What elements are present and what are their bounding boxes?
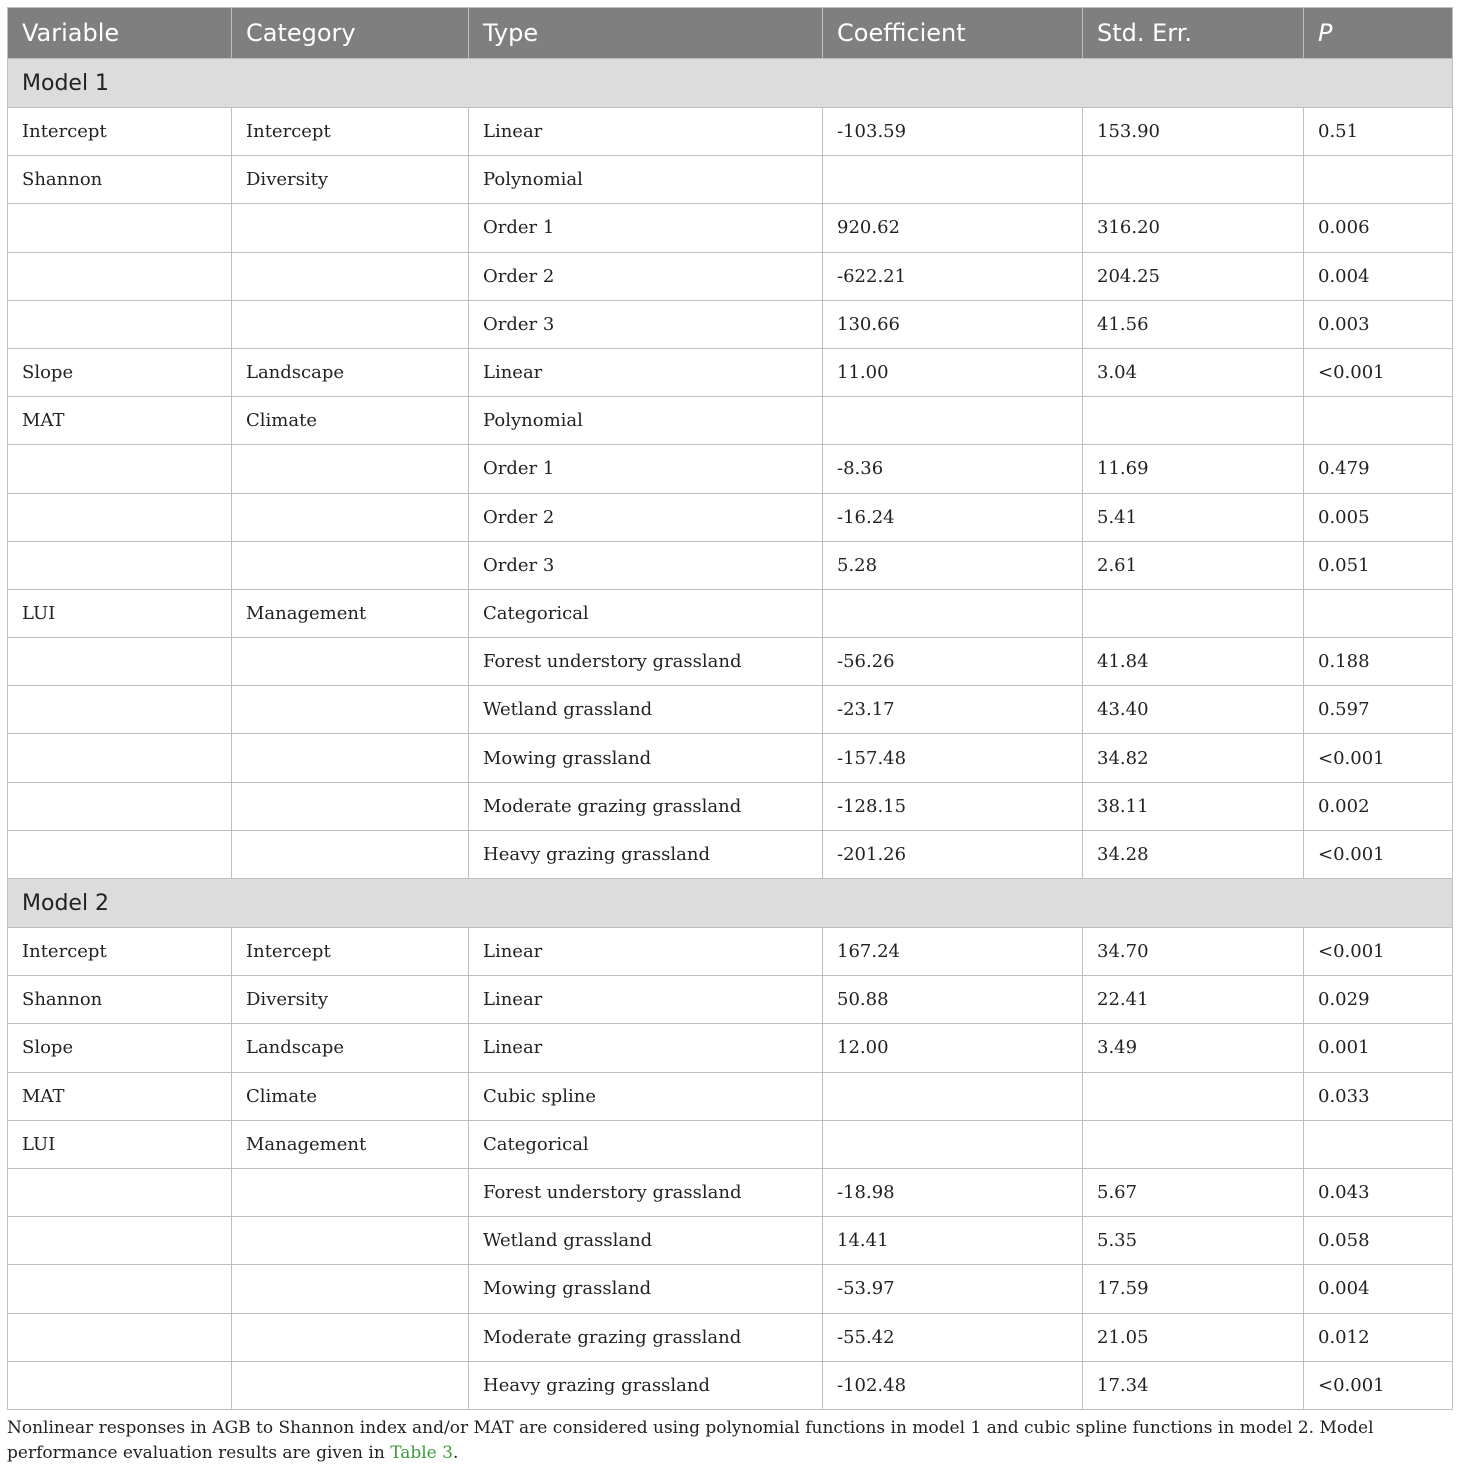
cell-p [1304,589,1453,637]
cell-coefficient: 130.66 [823,300,1083,348]
section-header-row [8,59,1453,108]
cell-category: Management [232,589,469,637]
table-row [8,1361,1453,1409]
cell-std-err [1083,1120,1304,1168]
cell-category [232,1361,469,1409]
footnote-text: Nonlinear responses in AGB to Shannon index and/or MAT are considered using polynomial functions in model 1 and cubic spline functions in model 2. Model performance evaluation results are given in [7,1417,1374,1463]
cell-category: Climate [232,1072,469,1120]
table-row [8,830,1453,878]
cell-category [232,252,469,300]
cell-category: Landscape [232,1024,469,1072]
table-row [8,976,1453,1024]
cell-category: Intercept [232,108,469,156]
cell-type: Linear [469,1024,823,1072]
cell-std-err [1083,156,1304,204]
cell-type: Order 1 [469,445,823,493]
cell-variable [8,734,232,782]
cell-p: 0.51 [1304,108,1453,156]
cell-variable: Intercept [8,108,232,156]
cell-p: 0.006 [1304,204,1453,252]
cell-coefficient [823,397,1083,445]
cell-p [1304,397,1453,445]
cell-std-err: 3.49 [1083,1024,1304,1072]
cell-p: 0.005 [1304,493,1453,541]
cell-std-err: 316.20 [1083,204,1304,252]
cell-coefficient: -18.98 [823,1168,1083,1216]
cell-type: Heavy grazing grassland [469,830,823,878]
cell-std-err [1083,1072,1304,1120]
cell-std-err: 41.56 [1083,300,1304,348]
cell-coefficient: -622.21 [823,252,1083,300]
table-row [8,1265,1453,1313]
cell-type: Moderate grazing grassland [469,782,823,830]
cell-coefficient: -16.24 [823,493,1083,541]
cell-variable: LUI [8,1120,232,1168]
cell-category [232,782,469,830]
cell-p: <0.001 [1304,348,1453,396]
cell-std-err: 2.61 [1083,541,1304,589]
cell-coefficient: 11.00 [823,348,1083,396]
cell-std-err: 43.40 [1083,686,1304,734]
cell-p: 0.012 [1304,1313,1453,1361]
cell-type: Linear [469,928,823,976]
cell-variable: LUI [8,589,232,637]
cell-variable: Slope [8,348,232,396]
cell-coefficient [823,589,1083,637]
cell-category [232,541,469,589]
cell-std-err [1083,397,1304,445]
cell-std-err: 11.69 [1083,445,1304,493]
cell-std-err: 34.82 [1083,734,1304,782]
cell-type: Wetland grassland [469,1217,823,1265]
cell-type: Linear [469,108,823,156]
cell-p: 0.003 [1304,300,1453,348]
table-row [8,1072,1453,1120]
cell-type: Linear [469,348,823,396]
cell-type: Order 3 [469,541,823,589]
table-row [8,589,1453,637]
cell-variable [8,541,232,589]
cell-std-err: 5.67 [1083,1168,1304,1216]
table-row [8,1313,1453,1361]
cell-coefficient: -201.26 [823,830,1083,878]
cell-type: Wetland grassland [469,686,823,734]
cell-std-err: 21.05 [1083,1313,1304,1361]
cell-coefficient: 50.88 [823,976,1083,1024]
cell-category [232,638,469,686]
cell-p: 0.002 [1304,782,1453,830]
cell-coefficient [823,1072,1083,1120]
cell-variable [8,1217,232,1265]
cell-coefficient: -128.15 [823,782,1083,830]
cell-category: Intercept [232,928,469,976]
cell-type: Moderate grazing grassland [469,1313,823,1361]
cell-coefficient: 167.24 [823,928,1083,976]
cell-coefficient: -23.17 [823,686,1083,734]
cell-category [232,445,469,493]
cell-variable: MAT [8,1072,232,1120]
cell-std-err: 17.34 [1083,1361,1304,1409]
cell-variable [8,204,232,252]
table-row [8,1120,1453,1168]
cell-coefficient: -56.26 [823,638,1083,686]
cell-variable: Intercept [8,928,232,976]
cell-coefficient: -103.59 [823,108,1083,156]
cell-type: Order 1 [469,204,823,252]
cell-type: Cubic spline [469,1072,823,1120]
header-row [8,8,1453,59]
cell-category: Diversity [232,976,469,1024]
cell-type: Categorical [469,1120,823,1168]
cell-coefficient: 12.00 [823,1024,1083,1072]
table-row [8,397,1453,445]
cell-type: Polynomial [469,156,823,204]
cell-std-err: 5.41 [1083,493,1304,541]
cell-std-err [1083,589,1304,637]
cell-p: 0.004 [1304,252,1453,300]
section-title: Model 1 [8,59,1453,108]
cell-variable [8,638,232,686]
table-row [8,928,1453,976]
table-row [8,1217,1453,1265]
cell-coefficient [823,156,1083,204]
cell-p: 0.597 [1304,686,1453,734]
cell-type: Polynomial [469,397,823,445]
regression-table [7,7,1453,1410]
cell-p: <0.001 [1304,734,1453,782]
cell-coefficient: 5.28 [823,541,1083,589]
cell-category: Landscape [232,348,469,396]
table-row [8,348,1453,396]
cell-type: Mowing grassland [469,734,823,782]
cell-type: Order 2 [469,252,823,300]
cell-coefficient: 920.62 [823,204,1083,252]
table-row [8,541,1453,589]
cell-variable [8,1168,232,1216]
cell-variable [8,1265,232,1313]
cell-coefficient: -8.36 [823,445,1083,493]
cell-std-err: 34.70 [1083,928,1304,976]
table-body [8,59,1453,1410]
cell-std-err: 38.11 [1083,782,1304,830]
cell-std-err: 41.84 [1083,638,1304,686]
cell-p: 0.479 [1304,445,1453,493]
header-category: Category [232,8,469,59]
cell-category [232,1313,469,1361]
footnote-end: . [452,1442,459,1463]
cell-category [232,204,469,252]
cell-category [232,493,469,541]
cell-std-err: 22.41 [1083,976,1304,1024]
table-row [8,1168,1453,1216]
table-row [8,445,1453,493]
cell-category [232,734,469,782]
cell-p: 0.029 [1304,976,1453,1024]
cell-coefficient: -55.42 [823,1313,1083,1361]
cell-std-err: 17.59 [1083,1265,1304,1313]
cell-type: Categorical [469,589,823,637]
cell-variable [8,830,232,878]
table-row [8,782,1453,830]
table-row [8,300,1453,348]
cell-p: <0.001 [1304,928,1453,976]
cell-p: <0.001 [1304,1361,1453,1409]
cell-variable [8,782,232,830]
table-row [8,686,1453,734]
cell-p: 0.033 [1304,1072,1453,1120]
cell-variable [8,252,232,300]
cell-std-err: 5.35 [1083,1217,1304,1265]
cell-type: Forest understory grassland [469,638,823,686]
cell-variable [8,1313,232,1361]
cell-p: 0.051 [1304,541,1453,589]
table-row [8,1024,1453,1072]
cell-p: 0.043 [1304,1168,1453,1216]
table-container [7,7,1452,1466]
cell-std-err: 153.90 [1083,108,1304,156]
cell-coefficient: -53.97 [823,1265,1083,1313]
cell-std-err: 204.25 [1083,252,1304,300]
section-title: Model 2 [8,879,1453,928]
cell-category [232,830,469,878]
header-type: Type [469,8,823,59]
header-variable: Variable [8,8,232,59]
cell-type: Mowing grassland [469,1265,823,1313]
table-row [8,493,1453,541]
cell-coefficient: 14.41 [823,1217,1083,1265]
cell-p: 0.188 [1304,638,1453,686]
cell-variable [8,300,232,348]
table-footnote [7,1416,1452,1466]
cell-variable: Slope [8,1024,232,1072]
cell-variable [8,493,232,541]
table-row [8,252,1453,300]
cell-variable [8,445,232,493]
cell-p: <0.001 [1304,830,1453,878]
cell-p [1304,1120,1453,1168]
cell-p [1304,156,1453,204]
cell-p: 0.058 [1304,1217,1453,1265]
header-std-err: Std. Err. [1083,8,1304,59]
cell-coefficient [823,1120,1083,1168]
table-row [8,108,1453,156]
cell-std-err: 34.28 [1083,830,1304,878]
cell-type: Heavy grazing grassland [469,1361,823,1409]
table-3-link[interactable]: Table 3 [390,1442,453,1463]
cell-category: Management [232,1120,469,1168]
cell-type: Order 2 [469,493,823,541]
table-row [8,734,1453,782]
cell-p: 0.001 [1304,1024,1453,1072]
cell-category [232,1217,469,1265]
cell-variable [8,1361,232,1409]
cell-coefficient: -102.48 [823,1361,1083,1409]
cell-type: Forest understory grassland [469,1168,823,1216]
table-row [8,638,1453,686]
section-header-row [8,879,1453,928]
cell-category [232,686,469,734]
cell-type: Order 3 [469,300,823,348]
table-header [8,8,1453,59]
cell-p: 0.004 [1304,1265,1453,1313]
header-p: P [1304,8,1453,59]
cell-variable: Shannon [8,976,232,1024]
cell-coefficient: -157.48 [823,734,1083,782]
cell-category [232,300,469,348]
cell-variable [8,686,232,734]
cell-category [232,1265,469,1313]
cell-variable: MAT [8,397,232,445]
header-coefficient: Coefficient [823,8,1083,59]
cell-category: Diversity [232,156,469,204]
table-row [8,204,1453,252]
cell-category [232,1168,469,1216]
table-row [8,156,1453,204]
cell-category: Climate [232,397,469,445]
cell-type: Linear [469,976,823,1024]
cell-variable: Shannon [8,156,232,204]
cell-std-err: 3.04 [1083,348,1304,396]
